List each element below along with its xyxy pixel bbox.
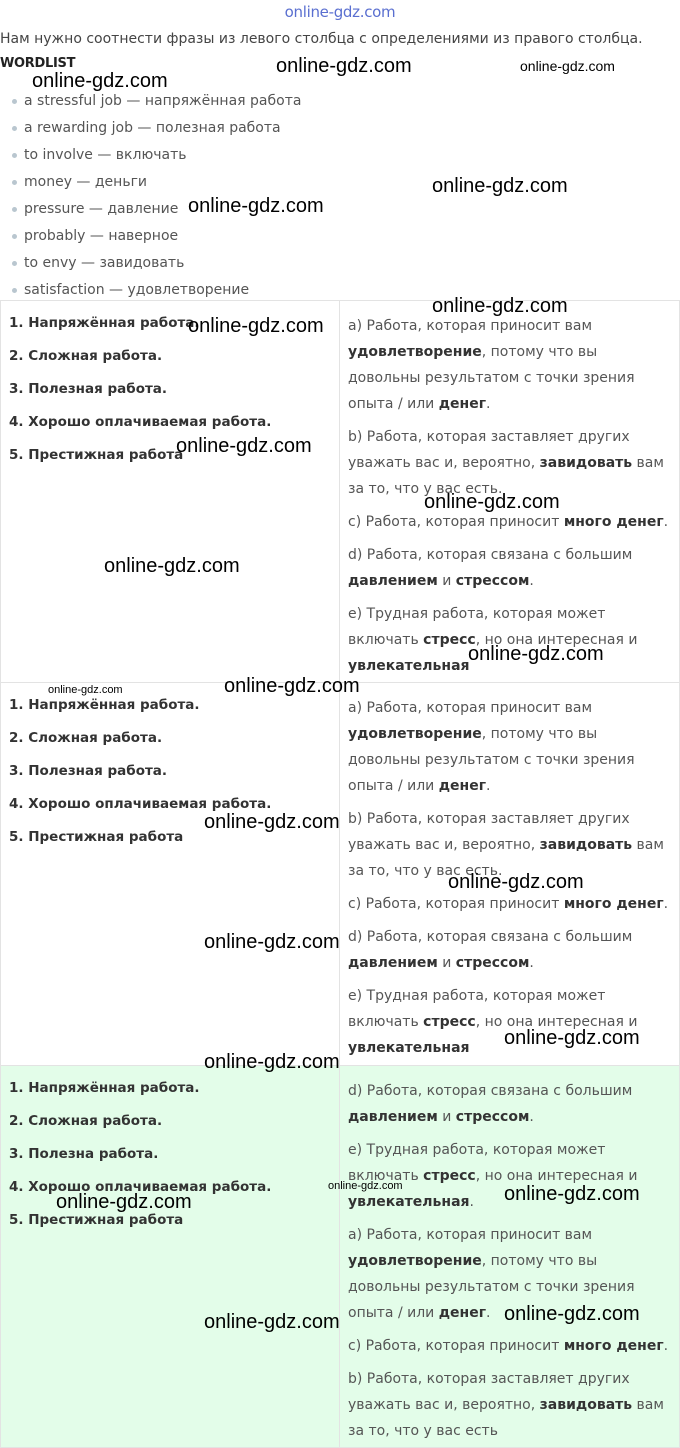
wordlist-item: to envy — завидовать bbox=[12, 250, 301, 277]
watermark: online-gdz.com bbox=[432, 295, 568, 317]
definition-b: b) Работа, которая заставляет других уважать вас и, вероятно, завидовать вам за то, что у вас есть. bbox=[348, 811, 664, 879]
bullet-icon bbox=[12, 153, 17, 158]
bullet-icon bbox=[12, 234, 17, 239]
wordlist-item: satisfaction — удовлетворение bbox=[12, 277, 301, 304]
phrase-item: 2. Сложная работа. bbox=[9, 730, 163, 746]
wordlist-item: money — деньги bbox=[12, 169, 301, 196]
definition-b: b) Работа, которая заставляет других уважать вас и, вероятно, завидовать вам за то, что у вас есть bbox=[348, 1371, 664, 1439]
watermark: online-gdz.com bbox=[432, 175, 568, 197]
wordlist-item: a stressful job — напряжённая работа bbox=[12, 88, 301, 115]
watermark: online-gdz.com bbox=[204, 1311, 340, 1333]
phrases-column bbox=[0, 1066, 340, 1447]
watermark: online-gdz.com bbox=[204, 811, 340, 833]
watermark: online-gdz.com bbox=[276, 55, 412, 77]
definition-c: c) Работа, которая приносит много денег. bbox=[348, 514, 669, 530]
phrase-item: 4. Хорошо оплачиваемая работа. bbox=[9, 1179, 272, 1195]
watermark: online-gdz.com bbox=[204, 1051, 340, 1073]
definition-a: a) Работа, которая приносит вам удовлетворение, потому что вы довольны результатом с точки зрения опыта / или денег. bbox=[348, 318, 635, 412]
phrase-item: 5. Престижная работа bbox=[9, 829, 184, 845]
watermark: online-gdz.com bbox=[468, 643, 604, 665]
definition-b: b) Работа, которая заставляет других уважать вас и, вероятно, завидовать вам за то, что у вас есть. bbox=[348, 429, 664, 497]
bullet-icon bbox=[12, 180, 17, 185]
phrase-item: 4. Хорошо оплачиваемая работа. bbox=[9, 796, 272, 812]
watermark: online-gdz.com bbox=[448, 871, 584, 893]
watermark: online-gdz.com bbox=[56, 1191, 192, 1213]
watermark: online-gdz.com bbox=[48, 684, 123, 696]
bullet-icon bbox=[12, 288, 17, 293]
intro-text: Нам нужно соотнести фразы из левого столбца с определениями из правого столбца. bbox=[0, 31, 643, 47]
answer-table bbox=[0, 1066, 680, 1448]
watermark: online-gdz.com bbox=[32, 70, 168, 92]
bullet-icon bbox=[12, 126, 17, 131]
phrase-item: 5. Престижная работа bbox=[9, 447, 184, 463]
phrase-item: 1. Напряжённая работа. bbox=[9, 697, 200, 713]
watermark: online-gdz.com bbox=[188, 195, 324, 217]
definition-e: e) Трудная работа, которая может включать стресс, но она интересная и увлекательная bbox=[348, 606, 638, 674]
watermark: online-gdz.com bbox=[104, 555, 240, 577]
phrase-item: 3. Полезная работа. bbox=[9, 381, 168, 397]
wordlist-item: pressure — давление bbox=[12, 196, 301, 223]
task-table bbox=[0, 300, 680, 683]
phrase-item: 2. Сложная работа. bbox=[9, 1113, 163, 1129]
watermark: online-gdz.com bbox=[188, 315, 324, 337]
wordlist-title: WORDLIST bbox=[0, 56, 76, 71]
wordlist-item: a rewarding job — полезная работа bbox=[12, 115, 301, 142]
watermark: online-gdz.com bbox=[504, 1183, 640, 1205]
wordlist-item: probably — наверное bbox=[12, 223, 301, 250]
definition-a: a) Работа, которая приносит вам удовлетворение, потому что вы довольны результатом с точки зрения опыта / или денег. bbox=[348, 700, 635, 794]
bullet-icon bbox=[12, 99, 17, 104]
definition-e: e) Трудная работа, которая может включать стресс, но она интересная и увлекательная. bbox=[348, 1142, 638, 1210]
phrase-item: 5. Престижная работа bbox=[9, 1212, 184, 1228]
wordlist-item: to involve — включать bbox=[12, 142, 301, 169]
definition-c: c) Работа, которая приносит много денег. bbox=[348, 1338, 669, 1354]
definition-d: d) Работа, которая связана с большим давлением и стрессом. bbox=[348, 929, 633, 971]
watermark: online-gdz.com bbox=[204, 931, 340, 953]
definition-e: e) Трудная работа, которая может включать стресс, но она интересная и увлекательная bbox=[348, 988, 638, 1056]
watermark: online-gdz.com bbox=[504, 1027, 640, 1049]
definition-d: d) Работа, которая связана с большим давлением и стрессом. bbox=[348, 1083, 633, 1125]
watermark: online-gdz.com bbox=[424, 491, 560, 513]
phrase-item: 3. Полезная работа. bbox=[9, 763, 168, 779]
watermark: online-gdz.com bbox=[520, 58, 615, 74]
site-header bbox=[0, 0, 680, 28]
definition-a: a) Работа, которая приносит вам удовлетворение, потому что вы довольны результатом с точки зрения опыта / или денег. bbox=[348, 1227, 635, 1321]
bullet-icon bbox=[12, 207, 17, 212]
phrase-item: 1. Напряжённая работа. bbox=[9, 315, 200, 331]
definition-c: c) Работа, которая приносит много денег. bbox=[348, 896, 669, 912]
phrase-item: 4. Хорошо оплачиваемая работа. bbox=[9, 414, 272, 430]
bullet-icon bbox=[12, 261, 17, 266]
phrase-item: 3. Полезна работа. bbox=[9, 1146, 159, 1162]
phrases-column bbox=[0, 301, 340, 682]
watermark: online-gdz.com bbox=[224, 675, 360, 697]
phrase-item: 1. Напряжённая работа. bbox=[9, 1080, 200, 1096]
watermark: online-gdz.com bbox=[504, 1303, 640, 1325]
site-logo[interactable]: online-gdz.com bbox=[284, 3, 396, 21]
phrase-item: 2. Сложная работа. bbox=[9, 348, 163, 364]
watermark: online-gdz.com bbox=[176, 435, 312, 457]
definition-d: d) Работа, которая связана с большим давлением и стрессом. bbox=[348, 547, 633, 589]
definitions-column bbox=[340, 1066, 680, 1447]
phrases-column bbox=[0, 683, 340, 1065]
watermark: online-gdz.com bbox=[328, 1180, 403, 1192]
